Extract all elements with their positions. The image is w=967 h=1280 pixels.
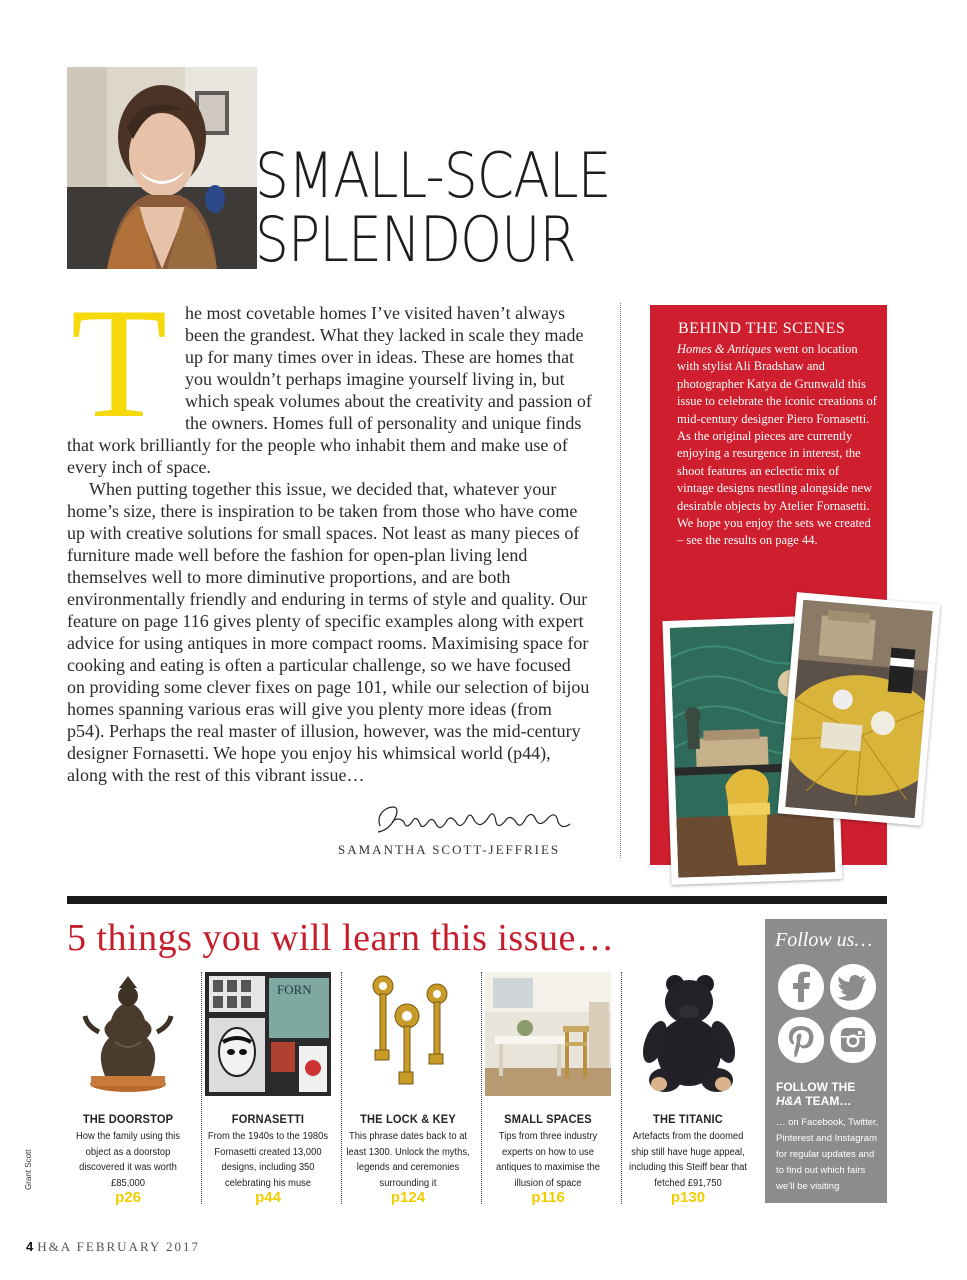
book-cover-text: FORN [277,982,312,997]
page-number: 4 [26,1239,34,1254]
behind-the-scenes-heading: BEHIND THE SCENES [678,320,846,337]
item-title: THE LOCK & KEY [360,1112,456,1126]
thing-item-lock-and-key [342,972,474,1206]
item-description: This phrase dates back to at least 1300. Unlock the myths, legends and ceremonies surrounding it [346,1131,470,1189]
follow-team-text: … on Facebook, Twitter, Pinterest and Instagram for regular updates and to find out which fairs we’ll be visiting [776,1117,879,1192]
fornasetti-image [205,972,331,1096]
paragraph-1-text: he most covetable homes I’ve visited haven’t always been the grandest. What they lacked in scale they made up for many times over in ideas. These are homes that you wouldn’t perhaps imagine yourself living in, but which speak volumes about the creativity and passion of the owners. Homes full of personality and unique finds that work brilliantly for the people who inhabit them and make use of every inch of space. [67,303,592,477]
item-page-ref[interactable]: p44 [255,1189,281,1206]
item-description: From the 1940s to the 1980s Fornasetti created 13,000 designs, including 350 celebrating his muse [207,1131,329,1189]
column-divider [620,303,621,858]
doorstop-image [65,972,191,1096]
item-page-ref[interactable]: p130 [670,1189,706,1206]
magazine-name: Homes & Antiques [677,342,772,356]
small-spaces-image [485,972,611,1096]
title-line-1: SMALL-SCALE [255,139,611,212]
thing-item-doorstop [62,972,194,1206]
follow-us-title: Follow us… [775,929,873,951]
editorial-body [67,276,592,786]
section-rule [67,896,887,904]
author-name: SAMANTHA SCOTT-JEFFRIES [338,842,561,857]
follow-team-heading [776,1080,881,1108]
item-description: Tips from three industry experts on how to use antiques to maximise the illusion of space [496,1131,600,1189]
follow-heading-line1: FOLLOW THE [776,1080,856,1094]
behind-the-scenes-body: went on location with stylist Ali Bradshaw and photographer Katya de Grunwald this issue to celebrate the iconic creations of mid-century designer Piero Fornasetti. As the original pieces are currently enjoying a resurgence in interest, the shoot features an eclectic mix of vintage designs nestling alongside new desirable objects by Atelier Fornasetti. We hope you enjoy the sets we created – see the results on page 44. [677,342,877,548]
item-title: THE DOORSTOP [82,1112,174,1126]
shoot-photo-table [778,592,941,826]
thing-item-fornasetti [202,972,334,1206]
teddy-bear-image [625,972,751,1096]
issue-label: H&A FEBRUARY 2017 [37,1239,201,1254]
editor-signature [370,796,585,842]
item-page-ref[interactable]: p124 [390,1189,426,1206]
editorial-paragraph-2: When putting together this issue, we decided that, whatever your home’s size, there is inspiration to be taken from those who have come up with creative solutions for small spaces. Not least as many pieces of furniture made well before the fashion for open-plan living lend themselves well to more diminutive proportions, and are both environmentally friendly and enduring in terms of style and quality. Our feature on page 116 gives plenty of specific examples along with expert advice for using antiques in more compact rooms. Maximising space for cooking and eating is often a particular challenge, so we have focused on providing some clever fixes on page 101, while our selection of bijou homes spanning various eras will give you plenty more ideas (from p54). Perhaps the real master of illusion, however, was the mid-century designer Fornasetti. We hope you enjoy his whimsical world (p44), along with the rest of this vibrant issue… [67,479,590,785]
thing-item-small-spaces [482,972,614,1206]
item-description: How the family using this object as a doorstop discovered it was worth £85,000 [76,1131,180,1189]
item-description: Artefacts from the doomed ship still have huge appeal, including this Steiff bear that fetched £91,750 [629,1131,747,1189]
follow-heading-brand: H&A [776,1094,802,1108]
page-title [255,139,715,276]
keys-image [345,972,471,1096]
editor-portrait [67,67,257,269]
page-footer [26,1239,200,1255]
thing-item-titanic [622,972,754,1206]
facebook-icon[interactable] [778,964,824,1010]
drop-cap: T [70,276,168,451]
behind-the-scenes-text [677,341,877,550]
item-title: SMALL SPACES [504,1112,592,1126]
photo-credit: Grant Scott [24,1149,33,1190]
follow-heading-rest: TEAM… [802,1094,852,1108]
title-line-2: SPLENDOUR [255,203,576,276]
item-title: FORNASETTI [231,1112,305,1126]
twitter-icon[interactable] [830,964,876,1010]
item-title: THE TITANIC [653,1112,723,1126]
things-heading: 5 things you will learn this issue… [67,917,615,959]
pinterest-icon[interactable] [778,1017,824,1063]
item-page-ref[interactable]: p116 [531,1189,565,1206]
instagram-icon[interactable] [830,1017,876,1063]
item-page-ref[interactable]: p26 [115,1189,141,1206]
